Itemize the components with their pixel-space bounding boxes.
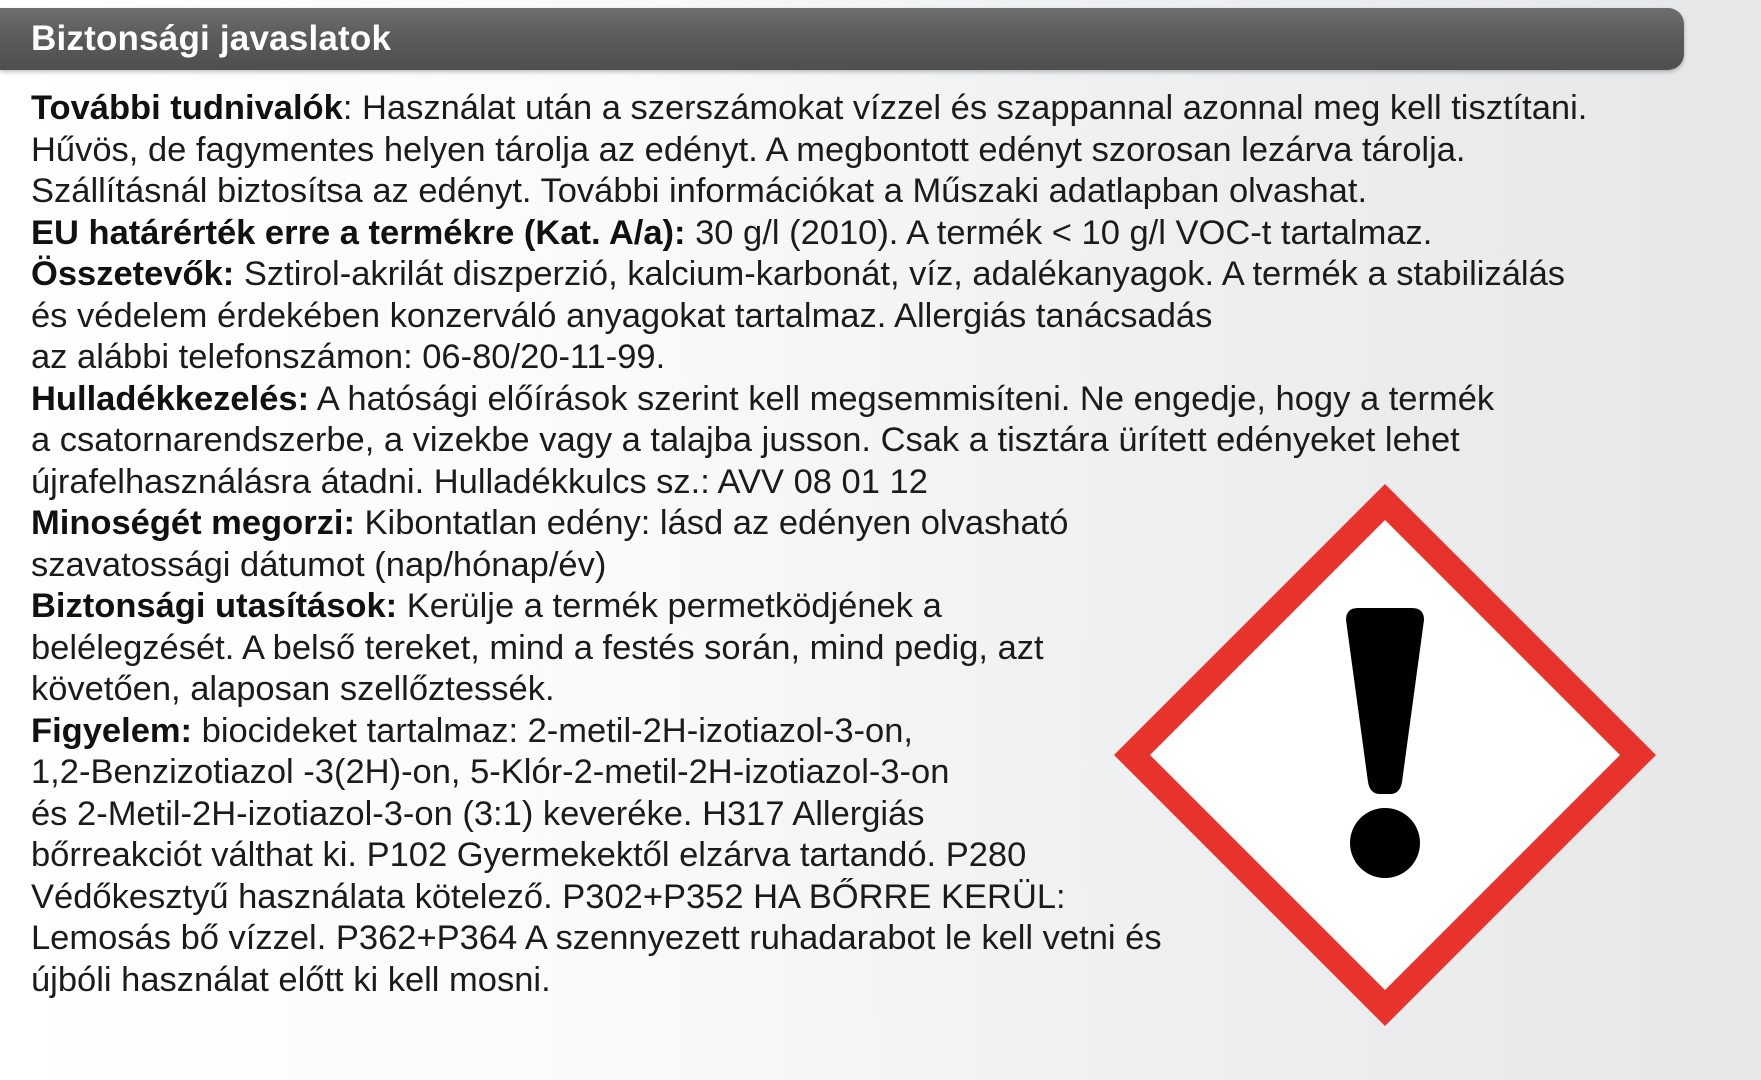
ingredients-label: Összetevők:: [31, 255, 235, 293]
exclamation-mark-hazard-icon: [1110, 480, 1660, 1030]
text-line: követően, alaposan szellőztessék.: [31, 670, 555, 708]
safety-instructions-text: Kerülje a termék permetködjének a: [397, 587, 942, 625]
text-line: az alábbi telefonszámon: 06-80/20-11-99.: [31, 338, 666, 376]
text-line: belélegzését. A belső tereket, mind a festés során, mind pedig, azt: [31, 628, 1044, 667]
text-line: Szállításnál biztosítsa az edényt. További információkat a Műszaki adatlapban olvashat.: [31, 172, 1368, 210]
warning-label: Figyelem:: [31, 711, 193, 750]
waste-text: A hatósági előírások szerint kell megsemmisíteni. Ne engedje, hogy a termék: [309, 379, 1495, 418]
shelf-life-text: Kibontatlan edény: lásd az edényen olvasható: [354, 504, 1069, 542]
text-line: [31, 213, 1691, 255]
text-line: [31, 379, 1691, 421]
text-line: újrafelhasználásra átadni. Hulladékkulcs sz.: AVV 08 01 12: [31, 462, 928, 501]
shelf-life-label: Minoségét megorzi:: [31, 504, 355, 542]
text-line: bőrreakciót válthat ki. P102 Gyermekektől elzárva tartandó. P280: [31, 836, 1027, 874]
section-header-bar: [0, 8, 1684, 70]
eu-limit-text: 30 g/l (2010). A termék < 10 g/l VOC-t tartalmaz.: [685, 213, 1433, 252]
safety-instructions-label: Biztonsági utasítások:: [31, 587, 398, 625]
section-title: Biztonsági javaslatok: [31, 19, 392, 58]
warning-text: biocideket tartalmaz: 2-metil-2H-izotiazol-3-on,: [192, 711, 913, 750]
ingredients-text: Sztirol-akrilát diszperzió, kalcium-karbonát, víz, adalékanyagok. A termék a stabilizálás: [234, 255, 1566, 293]
text-line: Lemosás bő vízzel. P362+P364 A szennyezett ruhadarabot le kell vetni és: [31, 919, 1162, 957]
text-line: [31, 88, 1691, 130]
text-line: szavatossági dátumot (nap/hónap/év): [31, 545, 607, 584]
text-line: és 2-Metil-2H-izotiazol-3-on (3:1) keveréke. H317 Allergiás: [31, 794, 925, 833]
exclamation-dot: [1350, 808, 1420, 878]
text-line: Védőkesztyű használata kötelező. P302+P352 HA BŐRRE KERÜL:: [31, 877, 1066, 916]
text-line: újbóli használat előtt ki kell mosni.: [31, 960, 551, 999]
text-line: a csatornarendszerbe, a vizekbe vagy a talajba jusson. Csak a tisztára ürített edényeket lehet: [31, 421, 1460, 459]
waste-label: Hulladékkezelés:: [31, 379, 310, 418]
additional-info-label: További tudnivalók: [31, 89, 343, 127]
text-line: Hűvös, de fagymentes helyen tárolja az edényt. A megbontott edényt szorosan lezárva tárolja.: [31, 130, 1466, 169]
eu-limit-label: EU határérték erre a termékre (Kat. A/a):: [31, 213, 686, 252]
text-line: 1,2-Benzizotiazol -3(2H)-on, 5-Klór-2-metil-2H-izotiazol-3-on: [31, 753, 950, 791]
text-line: és védelem érdekében konzerváló anyagokat tartalmaz. Allergiás tanácsadás: [31, 296, 1213, 335]
text-line: [31, 254, 1691, 296]
additional-info-text: : Használat után a szerszámokat vízzel és szappannal azonnal meg kell tisztítani.: [342, 89, 1588, 127]
